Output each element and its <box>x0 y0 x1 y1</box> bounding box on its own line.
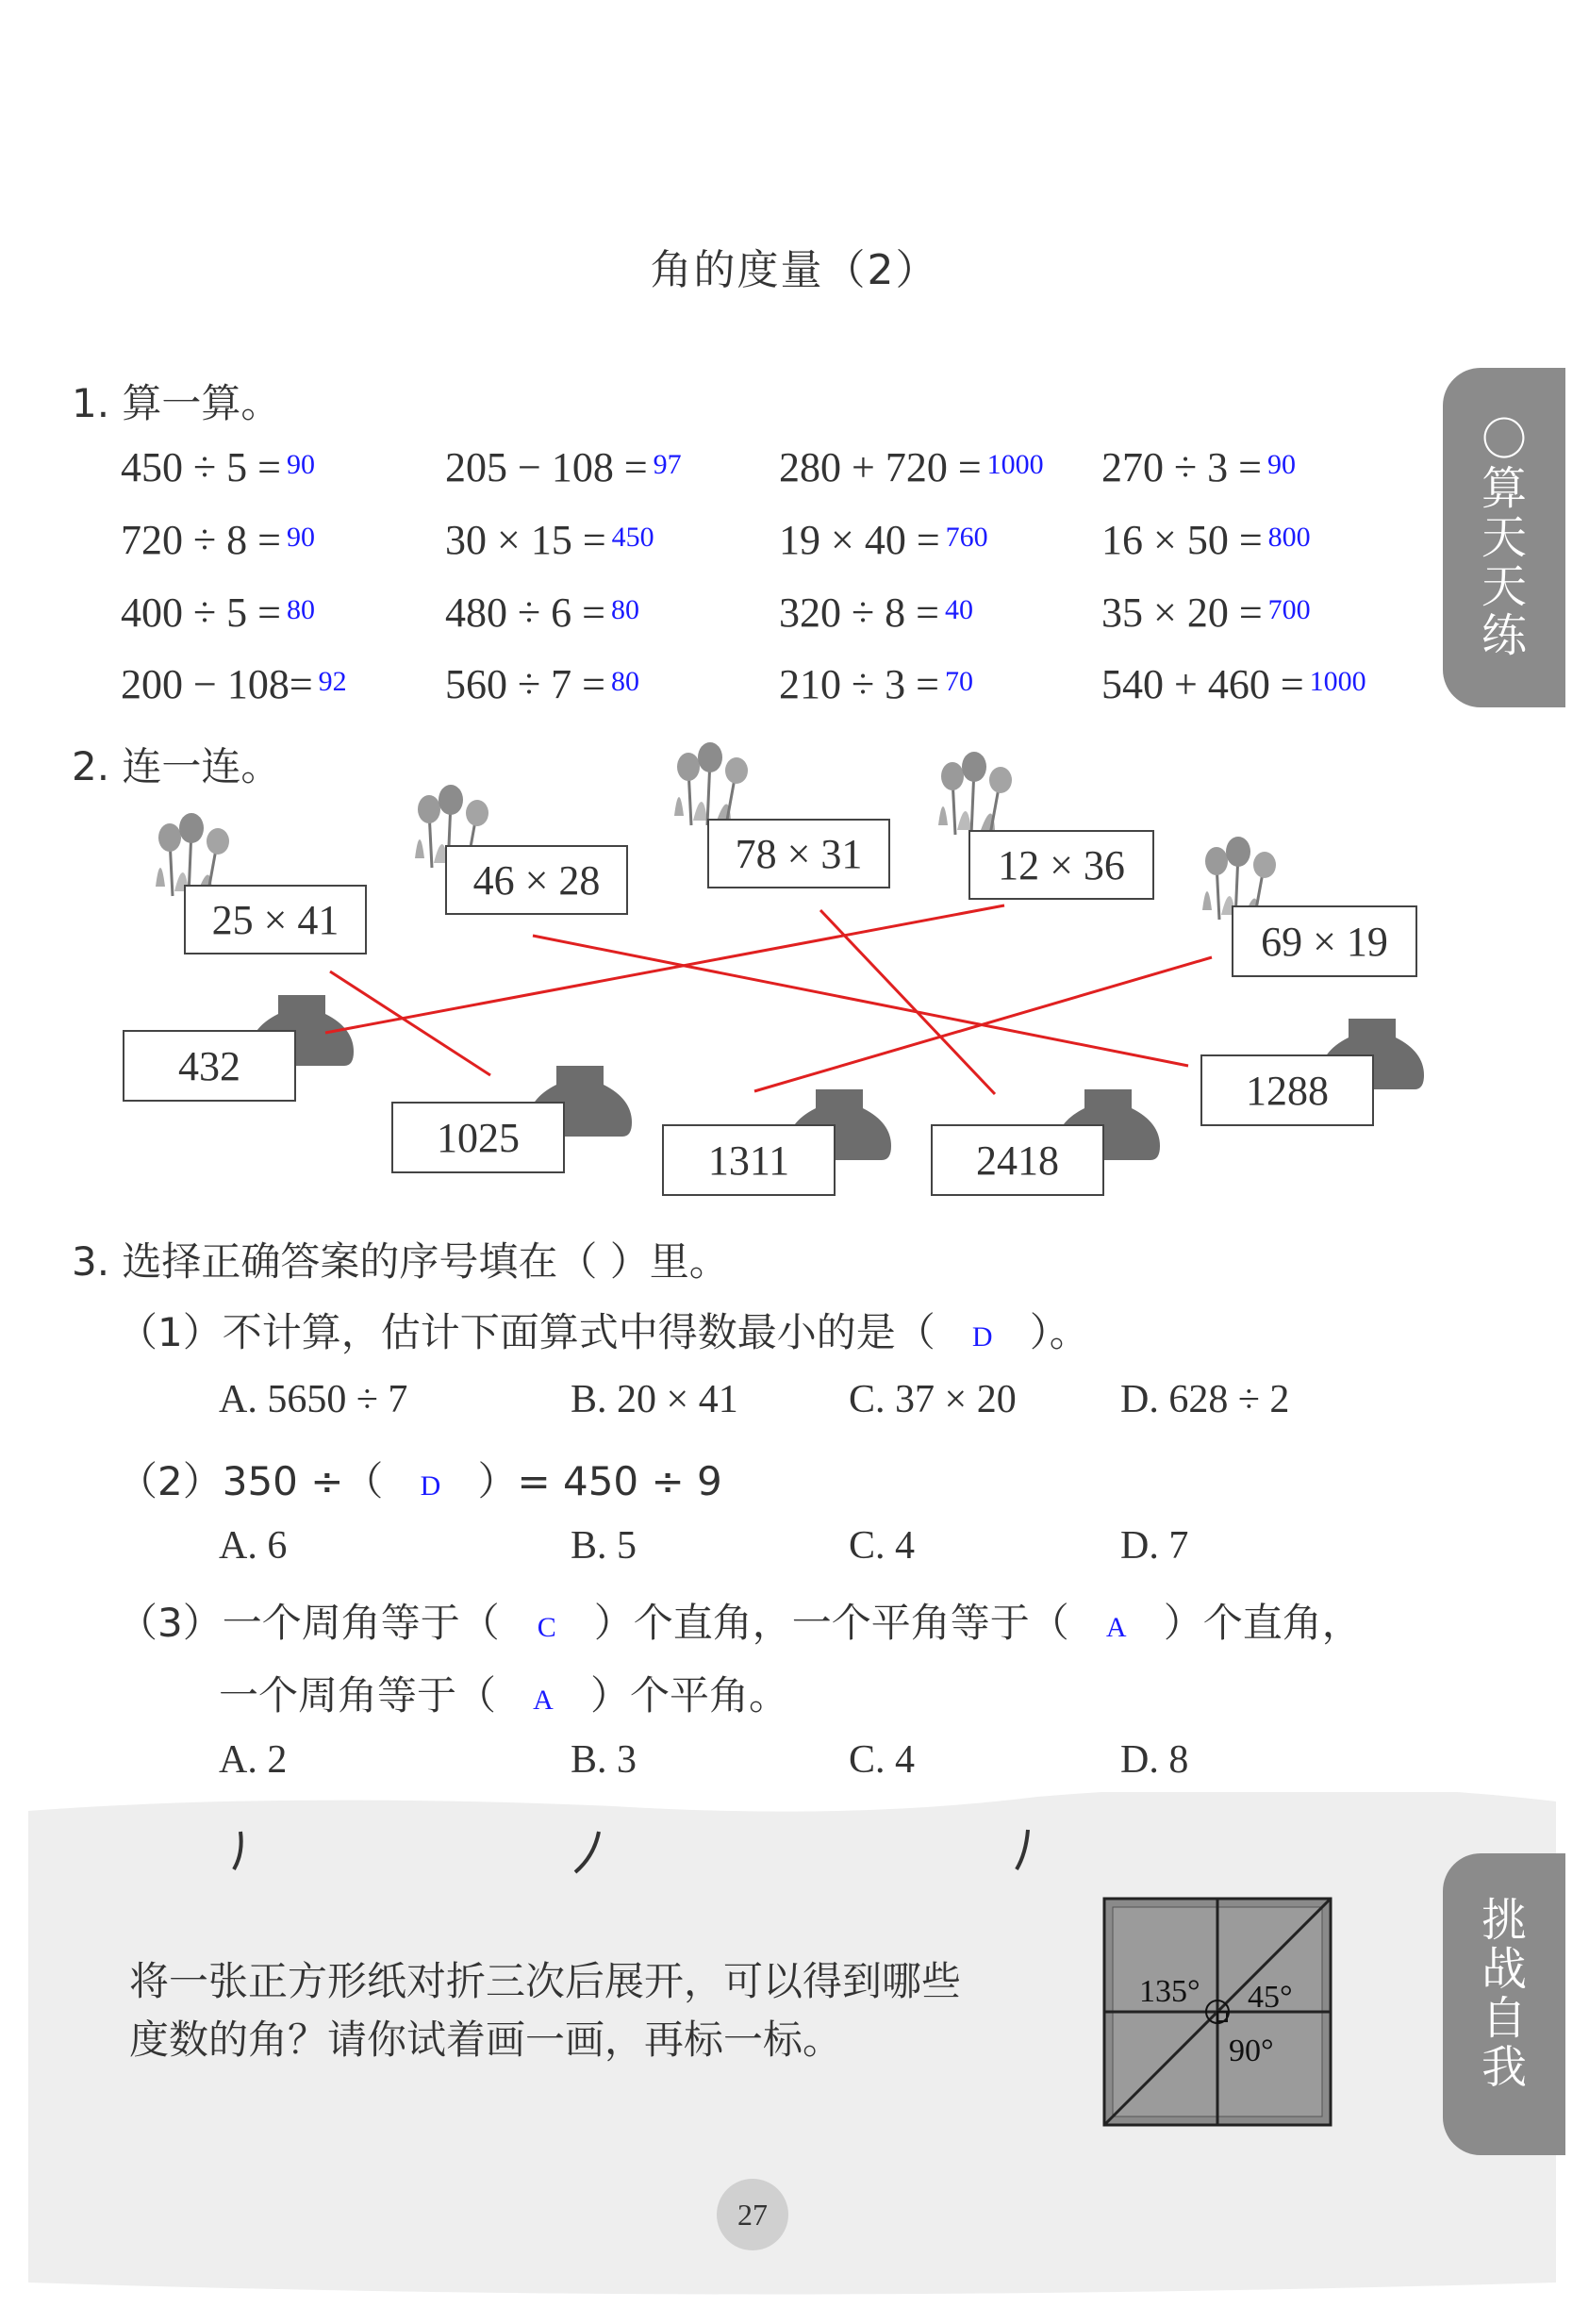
calc-expression: 720 ÷ 8 = <box>121 517 281 563</box>
side-tab-char: 我 <box>1481 2041 1527 2094</box>
side-tab-char: 自 <box>1481 1992 1527 2045</box>
flower-expression-box: 25 × 41 <box>184 885 367 954</box>
calc-answer: 1000 <box>986 449 1044 480</box>
q3-part3-text: 一个周角等于（ <box>219 1672 497 1718</box>
q3-part2-answer: D <box>420 1470 441 1502</box>
calc-answer: 40 <box>944 594 973 625</box>
challenge-text-line2: 度数的角？请你试着画一画，再标一标。 <box>129 2017 843 2063</box>
calc-expression: 270 ÷ 3 = <box>1101 444 1262 490</box>
q1-heading: 1. 算一算。 <box>72 380 281 426</box>
calc-expression: 560 ÷ 7 = <box>445 661 605 707</box>
calc-answer: 80 <box>286 594 315 625</box>
q3-part3-answer2: A <box>1105 1612 1127 1643</box>
calc-expression: 200 − 108= <box>121 661 313 707</box>
q3-p1-option-c: C. 37 × 20 <box>849 1378 1017 1421</box>
calc-expression: 540 + 460 = <box>1101 661 1304 707</box>
calc-answer: 70 <box>944 666 973 697</box>
side-tab-char: 天 <box>1481 511 1527 564</box>
calc-expression: 450 ÷ 5 = <box>121 444 281 490</box>
calc-expression: 205 − 108 = <box>445 444 648 490</box>
q3-p2-option-d: D. 7 <box>1120 1524 1189 1568</box>
q3-part1-answer: D <box>971 1321 993 1353</box>
q3-p3-option-d: D. 8 <box>1120 1738 1189 1782</box>
calc-answer: 92 <box>318 666 347 697</box>
q3-part1-text-end: ）。 <box>1029 1309 1089 1355</box>
page-title: 角的度量（2） <box>650 246 939 294</box>
q3-part3-line1 <box>118 1592 1362 1649</box>
q3-part3-text: （3）一个周角等于（ <box>118 1600 500 1646</box>
flower-expression-box: 69 × 19 <box>1232 905 1417 977</box>
side-tab-char: 〇 <box>1481 413 1527 466</box>
vase-number-box: 2418 <box>931 1124 1104 1196</box>
calc-answer: 1000 <box>1309 666 1366 697</box>
side-tab-char: 练 <box>1481 609 1527 662</box>
page-number: 27 <box>717 2179 788 2250</box>
vase-number-box: 1025 <box>391 1102 565 1173</box>
side-tab-char: 天 <box>1481 560 1527 613</box>
flower-icon <box>156 813 229 896</box>
q3-p3-option-c: C. 4 <box>849 1738 916 1782</box>
calc-answer: 97 <box>653 449 682 480</box>
q3-p3-option-b: B. 3 <box>571 1738 637 1782</box>
q3-part2-text: （2）350 ÷（ <box>118 1458 384 1504</box>
flower-expression-box: 12 × 36 <box>968 830 1154 900</box>
calc-expression: 35 × 20 = <box>1101 589 1263 636</box>
q3-part1-text: （1）不计算，估计下面算式中得数最小的是（ <box>118 1309 935 1355</box>
calc-answer: 90 <box>286 449 315 480</box>
calc-answer: 90 <box>286 522 315 553</box>
calc-expression: 210 ÷ 3 = <box>779 661 939 707</box>
calc-expression: 480 ÷ 6 = <box>445 589 605 636</box>
calc-answer: 80 <box>610 666 639 697</box>
side-tab-char: 算 <box>1481 462 1527 515</box>
calc-expression: 16 × 50 = <box>1101 517 1263 563</box>
angle-label: 90° <box>1229 2034 1274 2068</box>
calc-answer: 80 <box>610 594 639 625</box>
flower-icon <box>674 742 748 825</box>
q3-part3-answer1: C <box>537 1612 556 1643</box>
calc-expression: 280 + 720 = <box>779 444 982 490</box>
calc-answer: 760 <box>945 522 988 553</box>
q3-part3-text: ）个直角， <box>1163 1600 1362 1646</box>
calc-expression: 30 × 15 = <box>445 517 606 563</box>
answer-lines <box>325 905 1212 1094</box>
q3-part3-answer3: A <box>533 1685 554 1716</box>
side-tab-challenge <box>1443 1853 1565 2155</box>
q3-part3-line2 <box>219 1665 788 1721</box>
vase-number-box: 1288 <box>1200 1054 1374 1126</box>
flower-icon <box>938 752 1012 835</box>
q3-part3-text: ）个直角，一个平角等于（ <box>593 1600 1069 1646</box>
q3-p3-option-a: A. 2 <box>219 1738 288 1782</box>
folded-square-diagram <box>1101 1896 1333 2128</box>
calc-answer: 450 <box>611 522 654 553</box>
calc-expression: 320 ÷ 8 = <box>779 589 939 636</box>
side-tab-char: 战 <box>1481 1943 1527 1996</box>
flower-expression-box: 46 × 28 <box>445 845 628 915</box>
q3-part1 <box>118 1302 1089 1358</box>
q3-p2-option-c: C. 4 <box>849 1524 916 1568</box>
side-tab-char: 挑 <box>1481 1894 1527 1947</box>
vase-number-box: 432 <box>123 1030 296 1102</box>
q3-p2-option-b: B. 5 <box>571 1524 637 1568</box>
angle-label: 135° <box>1139 1974 1200 2009</box>
challenge-text-line1: 将一张正方形纸对折三次后展开，可以得到哪些 <box>129 1958 962 2004</box>
calc-answer: 90 <box>1266 449 1296 480</box>
calc-expression: 19 × 40 = <box>779 517 940 563</box>
q3-part3-text: ）个平角。 <box>590 1672 789 1718</box>
q3-heading: 3. 选择正确答案的序号填在（ ）里。 <box>72 1238 729 1285</box>
angle-label: 45° <box>1248 1980 1293 2015</box>
q3-p1-option-d: D. 628 ÷ 2 <box>1120 1378 1290 1421</box>
flower-expression-box: 78 × 31 <box>707 819 890 888</box>
calc-expression: 400 ÷ 5 = <box>121 589 281 636</box>
q3-p1-option-b: B. 20 × 41 <box>571 1378 738 1421</box>
q3-p1-option-a: A. 5650 ÷ 7 <box>219 1378 408 1421</box>
q3-part2-text-end: ）= 450 ÷ 9 <box>477 1458 722 1504</box>
q2-heading: 2. 连一连。 <box>72 743 281 789</box>
q3-part2 <box>118 1451 722 1507</box>
vase-number-box: 1311 <box>662 1124 836 1196</box>
calc-answer: 800 <box>1267 522 1311 553</box>
q3-p2-option-a: A. 6 <box>219 1524 288 1568</box>
calc-answer: 700 <box>1267 594 1311 625</box>
